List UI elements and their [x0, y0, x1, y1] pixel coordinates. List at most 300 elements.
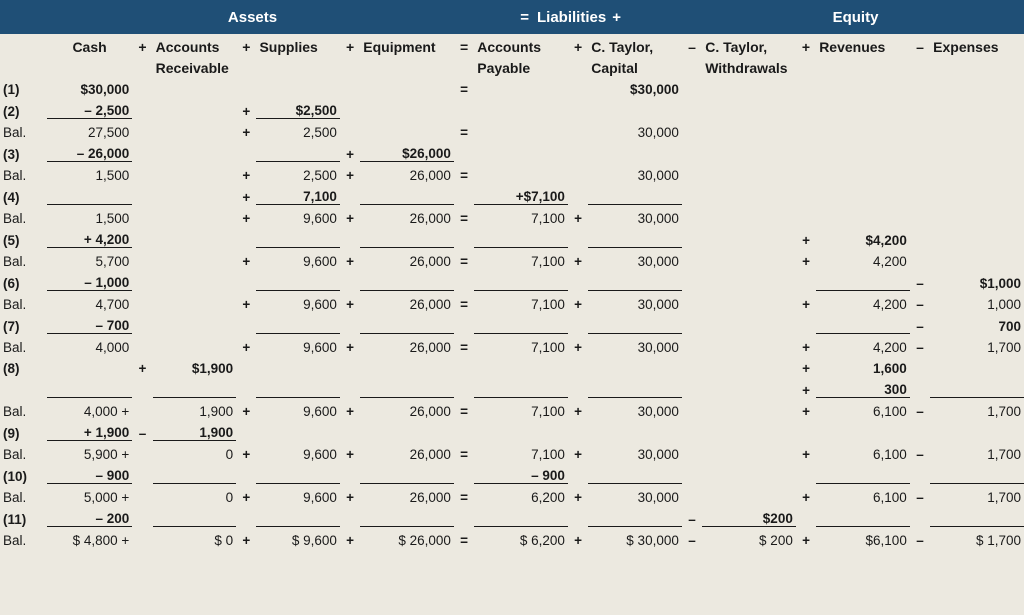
row-label: Bal. — [3, 297, 27, 312]
cell-capital — [588, 140, 682, 162]
op-equipment — [340, 183, 360, 205]
op-withdrawals — [682, 441, 702, 463]
cell-capital: 30,000 — [637, 254, 679, 269]
op-revenues — [796, 162, 816, 184]
cell-supplies — [256, 226, 339, 248]
op-expenses — [910, 462, 930, 484]
op-ar: – — [138, 425, 147, 441]
op-expenses — [910, 162, 930, 184]
cell-capital — [588, 505, 682, 527]
op-revenues — [796, 183, 816, 205]
cell-expenses: 1,700 — [987, 340, 1021, 355]
table-row — [0, 419, 1024, 441]
column-headers-row-1 — [0, 34, 1024, 55]
op-revenues: + — [802, 297, 810, 312]
header-withdrawals-line2: Withdrawals — [705, 60, 788, 76]
header-assets: Assets — [227, 8, 278, 26]
cell-capital: 30,000 — [637, 404, 679, 419]
op-expenses — [910, 505, 930, 527]
op-expenses — [910, 419, 930, 441]
op-equals — [454, 355, 474, 376]
cell-capital — [588, 226, 682, 248]
cell-revenues: 6,100 — [873, 490, 907, 505]
op-capital — [568, 76, 588, 97]
cell-withdrawals — [702, 462, 796, 484]
op-equals — [454, 312, 474, 334]
cell-revenues: $6,100 — [865, 533, 907, 548]
op-capital — [568, 269, 588, 291]
cell-revenues: 1,600 — [873, 361, 907, 376]
cell-equipment: 26,000 — [409, 447, 451, 462]
op-equals: = — [460, 254, 468, 269]
row-label: (10) — [3, 468, 28, 484]
ledger-rows — [0, 76, 1024, 548]
op-withdrawals — [682, 183, 702, 205]
cell-accounts-receivable — [153, 269, 236, 291]
op-withdrawals — [682, 312, 702, 334]
cell-cash: + 1,900 — [47, 419, 133, 441]
cell-withdrawals — [702, 419, 796, 441]
cell-expenses: $ 1,700 — [975, 533, 1021, 548]
cell-supplies: 9,600 — [303, 490, 337, 505]
cell-supplies: 9,600 — [303, 297, 337, 312]
cell-capital: 30,000 — [637, 297, 679, 312]
op-capital — [568, 312, 588, 334]
cell-accounts-receivable — [153, 462, 236, 484]
cell-supplies — [256, 140, 339, 162]
cell-expenses — [930, 376, 1024, 398]
header-plus-5: + — [801, 39, 811, 55]
op-equipment — [340, 97, 360, 119]
cell-expenses — [930, 183, 1024, 205]
op-capital — [568, 505, 588, 527]
op-supplies — [236, 269, 256, 291]
header-liabilities-label: Liabilities — [537, 8, 607, 26]
op-capital: + — [574, 211, 582, 226]
header2-op2 — [236, 55, 256, 76]
bottom-strip — [0, 607, 1024, 615]
table-row — [0, 119, 1024, 141]
cell-cash: 5,900 + — [83, 447, 130, 462]
op-ar — [132, 97, 152, 119]
cell-expenses — [930, 76, 1024, 97]
cell-revenues — [816, 140, 910, 162]
op-equals: = — [460, 168, 468, 183]
cell-supplies: 9,600 — [303, 404, 337, 419]
cell-withdrawals: $200 — [702, 505, 796, 527]
cell-capital — [588, 269, 682, 291]
op-revenues — [796, 97, 816, 119]
op-equals — [454, 376, 474, 398]
table-row — [0, 162, 1024, 184]
cell-equipment — [360, 419, 454, 441]
op-withdrawals — [682, 205, 702, 227]
table-row — [0, 334, 1024, 356]
op-equals: = — [460, 490, 468, 505]
row-label: (2) — [3, 103, 20, 119]
op-ar — [132, 162, 152, 184]
op-supplies: + — [242, 168, 251, 183]
cell-expenses: 700 — [998, 318, 1021, 334]
op-expenses: – — [916, 404, 924, 419]
cell-accounts-receivable: $ 0 — [214, 533, 234, 548]
op-expenses: – — [916, 490, 924, 505]
op-expenses: – — [916, 297, 924, 312]
cell-supplies — [256, 376, 339, 398]
op-revenues: + — [802, 490, 810, 505]
cell-withdrawals — [702, 140, 796, 162]
cell-supplies — [256, 312, 339, 334]
op-withdrawals — [682, 419, 702, 441]
table-row — [0, 527, 1024, 549]
cell-cash — [47, 355, 133, 376]
cell-equipment — [360, 226, 454, 248]
cell-expenses — [930, 462, 1024, 484]
cell-revenues — [816, 183, 910, 205]
cell-supplies: $2,500 — [256, 97, 339, 119]
op-withdrawals — [682, 355, 702, 376]
cell-capital: 30,000 — [637, 168, 679, 183]
cell-withdrawals — [702, 97, 796, 119]
op-withdrawals — [682, 291, 702, 313]
op-ar — [132, 119, 152, 141]
cell-cash — [47, 376, 133, 398]
op-expenses — [910, 76, 930, 97]
op-equipment: + — [346, 340, 355, 355]
cell-accounts-receivable — [153, 76, 236, 97]
op-withdrawals — [682, 226, 702, 248]
op-expenses — [910, 97, 930, 119]
row-label: (9) — [3, 425, 20, 441]
cell-supplies: 9,600 — [303, 211, 337, 226]
op-supplies — [236, 376, 256, 398]
cell-capital — [588, 419, 682, 441]
table-row — [0, 205, 1024, 227]
op-supplies: + — [242, 533, 251, 548]
cell-equipment — [360, 355, 454, 376]
op-withdrawals — [682, 76, 702, 97]
cell-revenues: $4,200 — [865, 232, 907, 248]
op-expenses: – — [916, 447, 924, 462]
op-equals: = — [460, 447, 468, 462]
op-capital: + — [574, 254, 582, 269]
cell-withdrawals — [702, 119, 796, 141]
row-label: Bal. — [3, 168, 27, 183]
cell-revenues — [816, 312, 910, 334]
cell-capital: 30,000 — [637, 447, 679, 462]
cell-accounts-payable — [474, 505, 568, 527]
cell-accounts-payable: 7,100 — [531, 211, 565, 226]
op-equals: = — [460, 404, 468, 419]
cell-revenues — [816, 119, 910, 141]
op-equipment — [340, 376, 360, 398]
op-ar — [132, 462, 152, 484]
cell-accounts-payable: 7,100 — [531, 297, 565, 312]
cell-cash: 4,700 — [95, 297, 130, 312]
cell-capital — [588, 97, 682, 119]
op-expenses — [910, 248, 930, 270]
cell-revenues — [816, 76, 910, 97]
cell-supplies: $ 9,600 — [291, 533, 337, 548]
op-equipment: + — [346, 146, 355, 162]
op-ar: + — [138, 361, 147, 376]
row-label: Bal. — [3, 490, 27, 505]
cell-equipment: 26,000 — [409, 211, 451, 226]
cell-accounts-payable — [474, 140, 568, 162]
column-headers-row-2 — [0, 55, 1024, 76]
op-ar — [132, 183, 152, 205]
op-capital — [568, 97, 588, 119]
op-ar — [132, 291, 152, 313]
cell-supplies: 9,600 — [303, 340, 337, 355]
table-row — [0, 505, 1024, 527]
header-equipment: Equipment — [363, 39, 436, 55]
row-label: (6) — [3, 275, 20, 291]
cell-expenses: 1,000 — [987, 297, 1021, 312]
cell-accounts-payable: 6,200 — [531, 490, 565, 505]
row-label: Bal. — [3, 340, 27, 355]
op-capital — [568, 119, 588, 141]
op-capital: + — [574, 340, 582, 355]
op-revenues — [796, 140, 816, 162]
op-equipment: + — [346, 254, 355, 269]
cell-capital: $ 30,000 — [626, 533, 679, 548]
row-label: Bal. — [3, 125, 27, 140]
cell-accounts-payable — [474, 226, 568, 248]
header-equity: Equity — [832, 8, 879, 26]
cell-capital — [588, 312, 682, 334]
op-supplies: + — [242, 490, 251, 505]
op-equals — [454, 140, 474, 162]
op-withdrawals — [682, 334, 702, 356]
row-label: Bal. — [3, 254, 27, 269]
op-revenues — [796, 419, 816, 441]
row-label — [0, 376, 47, 398]
cell-cash: 4,000 — [95, 340, 130, 355]
cell-supplies — [256, 76, 339, 97]
op-expenses — [910, 119, 930, 141]
op-revenues — [796, 312, 816, 334]
op-expenses: – — [916, 340, 924, 355]
cell-cash: – 900 — [47, 462, 133, 484]
cell-supplies: 2,500 — [303, 168, 337, 183]
header-withdrawals: C. Taylor, — [705, 39, 768, 55]
header2-revenues — [816, 55, 910, 76]
header-capital-line2: Capital — [591, 60, 638, 76]
cell-revenues — [816, 97, 910, 119]
cell-accounts-payable: 7,100 — [531, 404, 565, 419]
cell-supplies: 9,600 — [303, 254, 337, 269]
op-equals: = — [460, 297, 468, 312]
op-revenues — [796, 505, 816, 527]
cell-capital: 30,000 — [637, 125, 679, 140]
header-liabilities-plus: + — [612, 8, 621, 26]
cell-cash: 4,000 + — [83, 404, 130, 419]
cell-cash: – 700 — [47, 312, 133, 334]
op-expenses — [910, 226, 930, 248]
op-withdrawals — [682, 484, 702, 506]
header-plus-2: + — [242, 39, 251, 55]
op-capital — [568, 355, 588, 376]
cell-supplies — [256, 269, 339, 291]
op-capital — [568, 183, 588, 205]
cell-capital — [588, 376, 682, 398]
cell-withdrawals — [702, 376, 796, 398]
cell-capital — [588, 183, 682, 205]
op-ar — [132, 140, 152, 162]
cell-accounts-receivable — [153, 505, 236, 527]
op-equipment — [340, 312, 360, 334]
row-label: (4) — [3, 189, 20, 205]
op-supplies: + — [242, 211, 251, 226]
cell-expenses — [930, 226, 1024, 248]
table-row — [0, 226, 1024, 248]
cell-withdrawals — [702, 355, 796, 376]
op-equipment — [340, 505, 360, 527]
table-row — [0, 140, 1024, 162]
cell-withdrawals — [702, 205, 796, 227]
header-plus-4: + — [573, 39, 583, 55]
op-expenses — [910, 183, 930, 205]
cell-accounts-payable: +$7,100 — [474, 183, 568, 205]
cell-revenues — [816, 162, 910, 184]
op-equals — [454, 462, 474, 484]
cell-withdrawals — [702, 162, 796, 184]
cell-capital: 30,000 — [637, 490, 679, 505]
cell-cash: 5,700 — [95, 254, 130, 269]
cell-revenues: 4,200 — [873, 254, 907, 269]
cell-withdrawals — [702, 334, 796, 356]
cell-accounts-payable: 7,100 — [531, 340, 565, 355]
cell-expenses: 1,700 — [987, 490, 1021, 505]
op-revenues: + — [802, 361, 810, 376]
table-row — [0, 291, 1024, 313]
op-supplies: + — [242, 340, 251, 355]
cell-withdrawals — [702, 183, 796, 205]
row-label: (7) — [3, 318, 20, 334]
op-withdrawals — [682, 97, 702, 119]
op-capital: + — [574, 447, 582, 462]
cell-supplies — [256, 505, 339, 527]
header-accounts-payable-line2: Payable — [477, 60, 531, 76]
op-supplies: + — [242, 254, 251, 269]
cell-equipment — [360, 183, 454, 205]
cell-withdrawals: $ 200 — [759, 533, 793, 548]
cell-accounts-receivable — [153, 334, 236, 356]
op-ar — [132, 505, 152, 527]
op-equipment: + — [346, 404, 355, 419]
row-label: Bal. — [3, 447, 27, 462]
op-ar — [132, 398, 152, 420]
ledger-table-wrapper — [0, 34, 1024, 615]
op-equals: = — [460, 82, 468, 97]
cell-cash: – 200 — [47, 505, 133, 527]
op-equipment: + — [346, 447, 355, 462]
cell-equipment — [360, 269, 454, 291]
row-label: Bal. — [3, 533, 27, 548]
op-ar — [132, 527, 152, 549]
cell-accounts-receivable — [153, 312, 236, 334]
cell-equipment — [360, 119, 454, 141]
cell-cash: $ 4,800 + — [72, 533, 130, 548]
cell-accounts-payable — [474, 119, 568, 141]
cell-equipment — [360, 376, 454, 398]
header2-expenses — [930, 55, 1024, 76]
op-equals — [454, 226, 474, 248]
cell-revenues — [816, 505, 910, 527]
cell-accounts-receivable — [153, 140, 236, 162]
header2-op7 — [910, 55, 930, 76]
header2-op5 — [682, 55, 702, 76]
op-ar — [132, 226, 152, 248]
column-group-header-band — [0, 0, 1024, 34]
cell-withdrawals — [702, 248, 796, 270]
row-label: (1) — [3, 82, 20, 97]
cell-revenues: 4,200 — [873, 340, 907, 355]
cell-equipment: $ 26,000 — [398, 533, 451, 548]
op-withdrawals — [682, 162, 702, 184]
cell-revenues: 6,100 — [873, 404, 907, 419]
cell-accounts-receivable — [153, 205, 236, 227]
row-label: Bal. — [3, 404, 27, 419]
header2-spacer — [0, 55, 47, 76]
op-equipment: + — [346, 490, 355, 505]
cell-expenses: $1,000 — [979, 275, 1021, 291]
cell-withdrawals — [702, 226, 796, 248]
cell-capital: 30,000 — [637, 340, 679, 355]
ledger-table — [0, 34, 1024, 548]
op-supplies — [236, 76, 256, 97]
cell-supplies: 2,500 — [303, 125, 337, 140]
row-label: (5) — [3, 232, 20, 248]
op-equals: = — [460, 211, 468, 226]
op-supplies — [236, 505, 256, 527]
cell-capital: 30,000 — [637, 211, 679, 226]
cell-withdrawals — [702, 291, 796, 313]
cell-equipment — [360, 97, 454, 119]
cell-capital: $30,000 — [630, 82, 679, 97]
op-equipment — [340, 226, 360, 248]
op-supplies: + — [242, 189, 251, 205]
cell-cash: 27,500 — [88, 125, 130, 140]
op-revenues: + — [802, 232, 810, 248]
cell-supplies: 7,100 — [256, 183, 339, 205]
op-capital: + — [574, 490, 582, 505]
op-withdrawals — [682, 140, 702, 162]
table-row — [0, 97, 1024, 119]
header-minus-1: – — [688, 39, 696, 55]
cell-accounts-receivable — [153, 248, 236, 270]
cell-equipment: $26,000 — [360, 140, 454, 162]
op-capital — [568, 162, 588, 184]
op-expenses: – — [916, 533, 924, 548]
op-withdrawals — [682, 269, 702, 291]
op-ar — [132, 269, 152, 291]
op-equals: = — [460, 125, 468, 140]
op-capital — [568, 226, 588, 248]
op-capital: + — [574, 404, 582, 419]
cell-accounts-receivable — [153, 183, 236, 205]
op-ar — [132, 248, 152, 270]
header-expenses: Expenses — [933, 39, 999, 55]
cell-supplies: 9,600 — [303, 447, 337, 462]
op-expenses: – — [916, 318, 924, 334]
cell-equipment — [360, 76, 454, 97]
header2-op4 — [568, 55, 588, 76]
op-capital: + — [574, 297, 582, 312]
table-row — [0, 312, 1024, 334]
cell-withdrawals — [702, 441, 796, 463]
